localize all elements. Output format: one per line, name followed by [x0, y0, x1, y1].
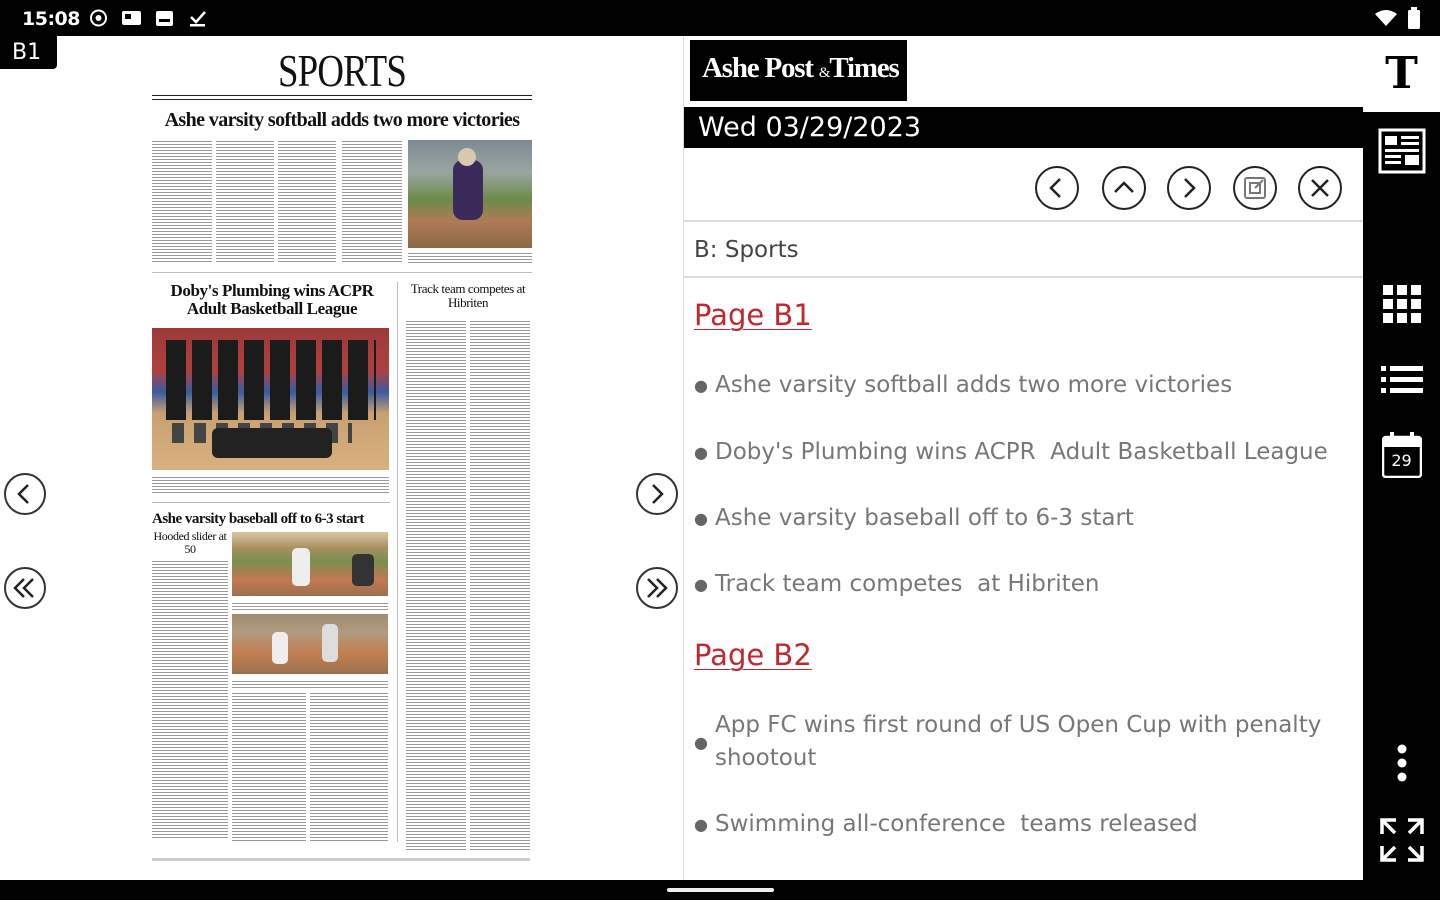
headline-baseball[interactable]: Ashe varsity baseball off to 6-3 start: [152, 511, 364, 527]
photo-caption: [152, 476, 389, 494]
baseball-photo-1: [232, 532, 388, 596]
fullscreen-button[interactable]: [1363, 818, 1440, 862]
image-icon: [154, 8, 175, 28]
article-text: [310, 692, 388, 842]
article-title: Ashe varsity baseball off to 6-3 start: [715, 505, 1134, 531]
system-nav-bar: [0, 880, 1440, 900]
article-title: App FC wins first round of US Open Cup with penalty shootout: [715, 712, 1322, 771]
article-title: Swimming all-conference teams released: [715, 811, 1198, 837]
headline-dobys-plumbing[interactable]: Doby's Plumbing wins ACPR Adult Basketball League: [170, 281, 374, 318]
open-page-button[interactable]: [1233, 166, 1277, 210]
status-time: 15:08: [22, 8, 80, 30]
article-link[interactable]: [694, 568, 1354, 601]
calendar-icon: [1382, 432, 1422, 478]
logo-ampersand: &: [818, 65, 830, 81]
right-sidebar: [1363, 36, 1440, 880]
double-chevron-left-icon: [6, 569, 44, 607]
next-article-button[interactable]: [1167, 166, 1211, 210]
bullet: ●: [694, 575, 708, 594]
wifi-icon: [1374, 8, 1398, 33]
bullet: ●: [694, 815, 708, 834]
download-done-icon: [187, 8, 208, 28]
double-chevron-right-icon: [638, 569, 676, 607]
calendar-day: 29: [1391, 451, 1412, 470]
page-bottom-rule: [152, 858, 530, 861]
masthead-rule: [152, 95, 532, 100]
list-view-button[interactable]: [1363, 366, 1440, 394]
page-view-icon: [1378, 128, 1426, 174]
fullscreen-icon: [1380, 818, 1424, 862]
close-icon: [1300, 168, 1340, 208]
logo-main-text: Ashe Post: [702, 52, 813, 84]
text-size-button[interactable]: [1363, 50, 1440, 98]
page-view-button[interactable]: [1363, 128, 1440, 174]
article-text: [216, 140, 274, 262]
page-link-b2[interactable]: Page B2: [694, 638, 812, 672]
photo-caption: [232, 602, 388, 610]
publication-logo: [690, 40, 907, 101]
open-page-icon: [1235, 168, 1275, 208]
bullet: ●: [694, 443, 708, 462]
bullet: ●: [694, 732, 708, 752]
article-link[interactable]: [694, 709, 1354, 775]
article-link[interactable]: [694, 369, 1354, 402]
section-label: B: Sports: [684, 222, 1364, 278]
headline-track-team[interactable]: Track team competes at Hibriten: [410, 281, 526, 310]
chevron-left-icon: [6, 475, 44, 513]
photo-caption: [408, 252, 532, 264]
status-bar: [0, 0, 1440, 36]
page-link-b1[interactable]: Page B1: [694, 298, 812, 332]
issue-date: Wed 03/29/2023: [684, 107, 1364, 148]
bullet: ●: [694, 376, 708, 395]
next-page-button[interactable]: [636, 473, 678, 515]
article-title: Doby's Plumbing wins ACPR Adult Basketball League: [715, 439, 1328, 465]
article-list-panel: [683, 36, 1363, 880]
previous-page-button[interactable]: [4, 473, 46, 515]
newspaper-section-title: SPORTS: [278, 45, 406, 96]
chevron-right-icon: [638, 475, 676, 513]
up-button[interactable]: [1102, 166, 1146, 210]
article-title: Track team competes at Hibriten: [715, 571, 1100, 597]
newspaper-page[interactable]: [150, 40, 534, 866]
more-options-button[interactable]: [1363, 744, 1440, 784]
text-size-icon: T: [1385, 48, 1418, 99]
baseball-photo-2: [232, 614, 388, 674]
article-link[interactable]: [694, 436, 1354, 469]
article-text: [232, 692, 306, 842]
last-page-button[interactable]: [636, 567, 678, 609]
previous-article-icon: [1037, 168, 1077, 208]
bullet: ●: [694, 509, 708, 528]
next-article-icon: [1169, 168, 1209, 208]
article-text: [152, 140, 212, 262]
article-toolbar: [684, 148, 1364, 222]
article-text: [406, 320, 466, 850]
close-button[interactable]: [1298, 166, 1342, 210]
photo-icon: [121, 8, 142, 28]
article-title: Ashe varsity softball adds two more victories: [715, 372, 1233, 398]
page-badge: B1: [0, 36, 57, 69]
first-page-button[interactable]: [4, 567, 46, 609]
pull-quote: Hooded slider at 50: [153, 529, 227, 556]
photo-caption: [232, 680, 388, 688]
column-divider: [397, 282, 398, 842]
article-text: [470, 320, 530, 850]
grid-icon: [1383, 285, 1421, 323]
camera-icon: [88, 8, 109, 28]
calendar-button[interactable]: [1363, 432, 1440, 478]
divider: [152, 272, 532, 273]
article-text: [278, 140, 336, 262]
home-gesture-handle[interactable]: [667, 888, 774, 892]
article-link[interactable]: [694, 502, 1354, 535]
list-icon: [1381, 366, 1423, 394]
grid-view-button[interactable]: [1363, 285, 1440, 323]
article-text: [152, 560, 228, 840]
article-link[interactable]: [694, 808, 1354, 841]
basketball-team-photo: [152, 328, 389, 470]
softball-photo: [408, 140, 532, 248]
logo-end-text: Times: [829, 52, 899, 84]
more-icon: [1396, 744, 1408, 784]
headline-softball[interactable]: Ashe varsity softball adds two more victories: [164, 109, 520, 131]
previous-article-button[interactable]: [1035, 166, 1079, 210]
divider: [152, 502, 390, 503]
article-text: [342, 140, 402, 262]
battery-icon: [1408, 7, 1420, 34]
up-icon: [1104, 168, 1144, 208]
